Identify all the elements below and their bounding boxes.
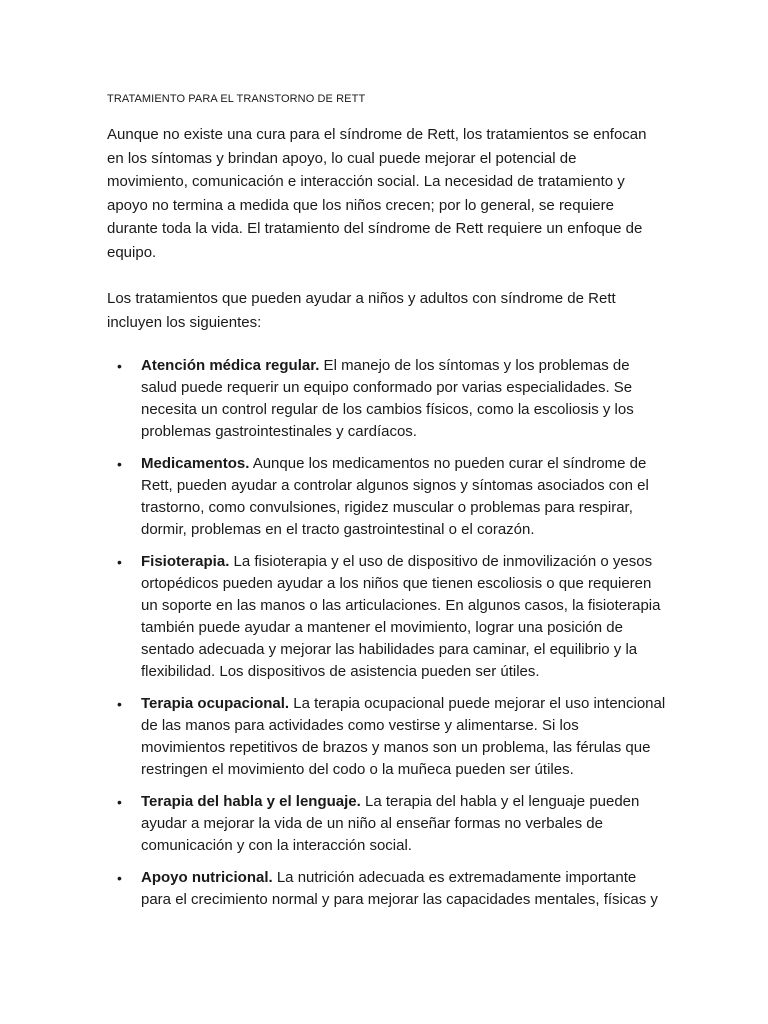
item-term: Medicamentos. xyxy=(141,455,250,472)
list-item-terapia-habla xyxy=(107,791,667,857)
item-text: La terapia ocupacional puede mejorar el uso intencional de las manos para actividades como vestirse y alimentarse. Si los movimientos repetitivos de brazos y manos son un problema, las férulas que restringen el movimiento del codo o la muñeca pueden ser útiles. xyxy=(141,695,666,778)
list-item-terapia-ocupacional xyxy=(107,693,667,781)
item-text: La nutrición adecuada es extremadamente importante para el crecimiento normal y para mejorar las capacidades mentales, físicas y xyxy=(141,869,658,908)
document-heading: TRATAMIENTO PARA EL TRANSTORNO DE RETT xyxy=(107,93,366,105)
item-text: Aunque los medicamentos no pueden curar el síndrome de Rett, pueden ayudar a controlar algunos signos y síntomas asociados con el trastorno, como convulsiones, rigidez muscular o problemas para respirar, dormir, problemas en el tracto gastrointestinal o el corazón. xyxy=(141,455,649,538)
bullet-icon: • xyxy=(117,696,122,712)
list-item-apoyo-nutricional xyxy=(107,867,667,911)
bullet-icon: • xyxy=(117,870,122,886)
item-text: La fisioterapia y el uso de dispositivo de inmovilización o yesos ortopédicos pueden ayudar a los niños que tienen escoliosis o que requieren un soporte en las manos o las articulaciones. En algunos casos, la fisioterapia también puede ayudar a mantener el movimiento, lograr una posición de sentado adecuada y mejorar las habilidades para caminar, el equilibrio y la flexibilidad. Los dispositivos de asistencia pueden ser útiles. xyxy=(141,553,661,680)
item-term: Terapia del habla y el lenguaje. xyxy=(141,793,361,810)
bullet-icon: • xyxy=(117,794,122,810)
list-item-fisioterapia xyxy=(107,551,667,683)
list-item-atencion-medica xyxy=(107,355,667,443)
item-term: Apoyo nutricional. xyxy=(141,869,273,886)
intro-paragraph: Aunque no existe una cura para el síndrome de Rett, los tratamientos se enfocan en los síntomas y brindan apoyo, lo cual puede mejorar el potencial de movimiento, comunicación e interacción social. La necesidad de tratamiento y apoyo no termina a medida que los niños crecen; por lo general, se requiere durante toda la vida. El tratamiento del síndrome de Rett requiere un enfoque de equipo. xyxy=(107,126,647,261)
bullet-icon: • xyxy=(117,456,122,472)
item-term: Fisioterapia. xyxy=(141,553,230,570)
item-term: Atención médica regular. xyxy=(141,357,320,374)
treatment-list xyxy=(107,355,667,921)
bullet-icon: • xyxy=(117,358,122,374)
list-item-medicamentos xyxy=(107,453,667,541)
bullet-icon: • xyxy=(117,554,122,570)
item-text: La terapia del habla y el lenguaje pueden ayudar a mejorar la vida de un niño al enseñar formas no verbales de comunicación y con la interacción social. xyxy=(141,793,640,854)
item-text: El manejo de los síntomas y los problemas de salud puede requerir un equipo conformado por varias especialidades. Se necesita un control regular de los cambios físicos, como la escoliosis y los problemas gastrointestinales y cardíacos. xyxy=(141,357,634,440)
list-intro-paragraph: Los tratamientos que pueden ayudar a niños y adultos con síndrome de Rett incluyen los siguientes: xyxy=(107,290,616,331)
item-term: Terapia ocupacional. xyxy=(141,695,290,712)
